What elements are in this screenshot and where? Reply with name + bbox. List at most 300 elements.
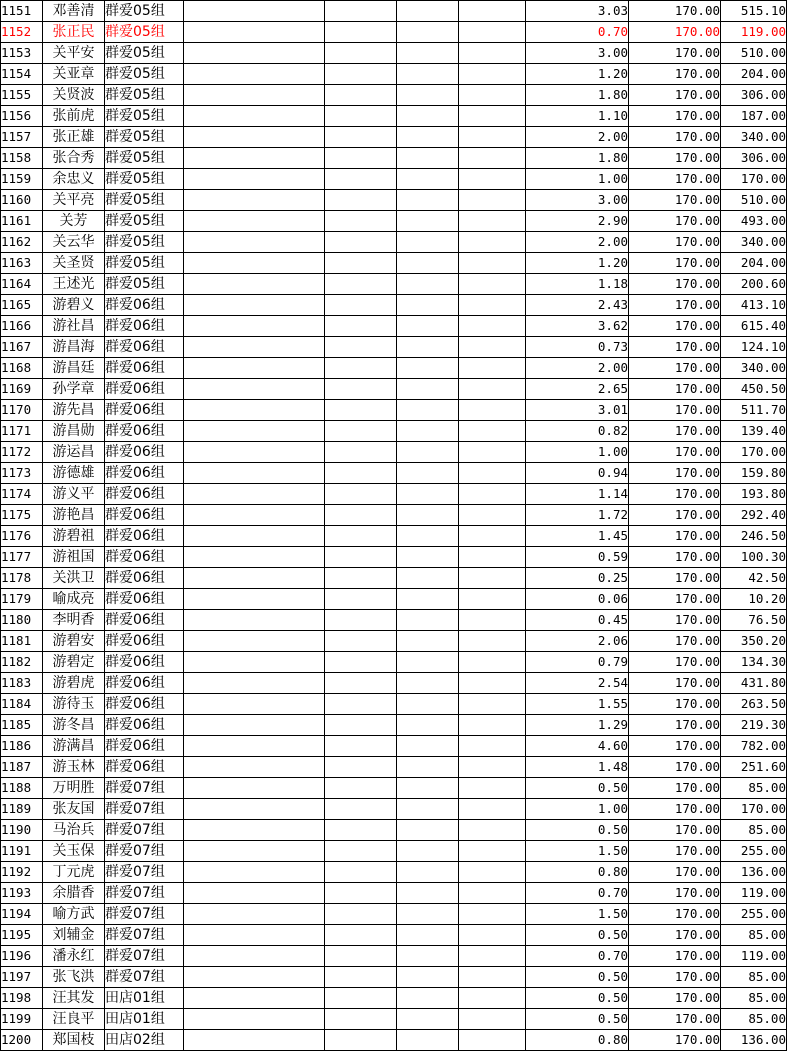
empty-cell [325,463,397,484]
table-row [1,148,787,169]
empty-cell [459,379,526,400]
price-cell: 170.00 [629,190,721,211]
empty-cell [325,568,397,589]
group-cell: 群爱06组 [105,505,184,526]
price-cell: 170.00 [629,568,721,589]
empty-cell [397,1,459,22]
table-row [1,673,787,694]
name-cell: 游运昌 [43,442,105,463]
empty-cell [459,736,526,757]
empty-cell [325,589,397,610]
empty-cell [184,358,325,379]
name-cell: 关芳 [43,211,105,232]
group-cell: 群爱06组 [105,673,184,694]
table-row [1,694,787,715]
price-cell: 170.00 [629,841,721,862]
empty-cell [184,799,325,820]
empty-cell [397,673,459,694]
group-cell: 群爱05组 [105,232,184,253]
price-cell: 170.00 [629,652,721,673]
row-id-cell: 1172 [1,442,43,463]
empty-cell [325,232,397,253]
empty-cell [459,22,526,43]
quantity-cell: 1.14 [526,484,629,505]
name-cell: 王述光 [43,274,105,295]
quantity-cell: 0.73 [526,337,629,358]
table-row [1,547,787,568]
quantity-cell: 1.80 [526,85,629,106]
empty-cell [459,883,526,904]
table-row [1,484,787,505]
quantity-cell: 1.00 [526,442,629,463]
empty-cell [325,1009,397,1030]
quantity-cell: 0.80 [526,1030,629,1051]
amount-cell: 413.10 [721,295,787,316]
empty-cell [325,841,397,862]
quantity-cell: 0.94 [526,463,629,484]
empty-cell [397,64,459,85]
quantity-cell: 2.54 [526,673,629,694]
table-row [1,505,787,526]
group-cell: 群爱05组 [105,169,184,190]
empty-cell [325,988,397,1009]
table-row [1,715,787,736]
group-cell: 田店01组 [105,988,184,1009]
empty-cell [184,631,325,652]
empty-cell [184,463,325,484]
group-cell: 群爱06组 [105,526,184,547]
amount-cell: 510.00 [721,190,787,211]
name-cell: 游社昌 [43,316,105,337]
empty-cell [184,1030,325,1051]
amount-cell: 251.60 [721,757,787,778]
empty-cell [459,211,526,232]
quantity-cell: 1.00 [526,799,629,820]
name-cell: 游艳昌 [43,505,105,526]
empty-cell [459,358,526,379]
empty-cell [459,484,526,505]
empty-cell [325,85,397,106]
empty-cell [397,316,459,337]
quantity-cell: 3.03 [526,1,629,22]
group-cell: 群爱06组 [105,547,184,568]
empty-cell [184,400,325,421]
empty-cell [397,463,459,484]
empty-cell [397,106,459,127]
empty-cell [184,127,325,148]
amount-cell: 193.80 [721,484,787,505]
empty-cell [397,211,459,232]
amount-cell: 204.00 [721,64,787,85]
group-cell: 群爱07组 [105,778,184,799]
empty-cell [397,736,459,757]
quantity-cell: 0.06 [526,589,629,610]
row-id-cell: 1168 [1,358,43,379]
empty-cell [459,988,526,1009]
empty-cell [184,148,325,169]
empty-cell [325,190,397,211]
table-row [1,85,787,106]
name-cell: 游碧义 [43,295,105,316]
name-cell: 孙学章 [43,379,105,400]
quantity-cell: 1.00 [526,169,629,190]
empty-cell [325,799,397,820]
row-id-cell: 1164 [1,274,43,295]
empty-cell [325,610,397,631]
price-cell: 170.00 [629,778,721,799]
row-id-cell: 1178 [1,568,43,589]
quantity-cell: 2.06 [526,631,629,652]
quantity-cell: 1.50 [526,904,629,925]
amount-cell: 263.50 [721,694,787,715]
empty-cell [184,211,325,232]
group-cell: 群爱05组 [105,127,184,148]
price-cell: 170.00 [629,1009,721,1030]
price-cell: 170.00 [629,43,721,64]
price-cell: 170.00 [629,715,721,736]
empty-cell [184,505,325,526]
price-cell: 170.00 [629,400,721,421]
quantity-cell: 1.20 [526,64,629,85]
quantity-cell: 0.45 [526,610,629,631]
row-id-cell: 1181 [1,631,43,652]
amount-cell: 782.00 [721,736,787,757]
group-cell: 群爱07组 [105,841,184,862]
amount-cell: 136.00 [721,1030,787,1051]
empty-cell [325,736,397,757]
quantity-cell: 1.72 [526,505,629,526]
row-id-cell: 1165 [1,295,43,316]
empty-cell [397,862,459,883]
quantity-cell: 0.70 [526,22,629,43]
empty-cell [184,673,325,694]
empty-cell [325,967,397,988]
empty-cell [184,22,325,43]
table-body [1,1,787,1051]
row-id-cell: 1153 [1,43,43,64]
empty-cell [459,904,526,925]
price-cell: 170.00 [629,799,721,820]
empty-cell [397,253,459,274]
empty-cell [325,379,397,400]
empty-cell [459,547,526,568]
empty-cell [397,589,459,610]
empty-cell [325,526,397,547]
empty-cell [325,22,397,43]
row-id-cell: 1197 [1,967,43,988]
amount-cell: 100.30 [721,547,787,568]
group-cell: 群爱05组 [105,85,184,106]
empty-cell [184,820,325,841]
group-cell: 群爱05组 [105,253,184,274]
group-cell: 群爱06组 [105,589,184,610]
name-cell: 余忠义 [43,169,105,190]
price-cell: 170.00 [629,862,721,883]
amount-cell: 350.20 [721,631,787,652]
price-cell: 170.00 [629,484,721,505]
table-row [1,862,787,883]
amount-cell: 511.70 [721,400,787,421]
price-cell: 170.00 [629,463,721,484]
table-row [1,463,787,484]
group-cell: 群爱06组 [105,736,184,757]
empty-cell [397,337,459,358]
quantity-cell: 1.10 [526,106,629,127]
amount-cell: 85.00 [721,820,787,841]
empty-cell [459,316,526,337]
empty-cell [459,1,526,22]
empty-cell [459,463,526,484]
price-cell: 170.00 [629,379,721,400]
empty-cell [325,862,397,883]
row-id-cell: 1199 [1,1009,43,1030]
empty-cell [325,946,397,967]
empty-cell [325,778,397,799]
group-cell: 群爱06组 [105,652,184,673]
empty-cell [325,652,397,673]
price-cell: 170.00 [629,946,721,967]
empty-cell [325,442,397,463]
empty-cell [184,274,325,295]
amount-cell: 515.10 [721,1,787,22]
empty-cell [397,946,459,967]
empty-cell [397,694,459,715]
amount-cell: 204.00 [721,253,787,274]
table-row [1,526,787,547]
table-row [1,820,787,841]
empty-cell [184,925,325,946]
row-id-cell: 1188 [1,778,43,799]
quantity-cell: 0.50 [526,820,629,841]
empty-cell [459,925,526,946]
group-cell: 群爱05组 [105,148,184,169]
price-cell: 170.00 [629,820,721,841]
price-cell: 170.00 [629,1030,721,1051]
group-cell: 群爱05组 [105,211,184,232]
empty-cell [397,841,459,862]
quantity-cell: 3.62 [526,316,629,337]
empty-cell [459,85,526,106]
name-cell: 游德雄 [43,463,105,484]
table-row [1,211,787,232]
amount-cell: 493.00 [721,211,787,232]
empty-cell [397,1030,459,1051]
table-row [1,22,787,43]
empty-cell [397,883,459,904]
name-cell: 游碧安 [43,631,105,652]
name-cell: 余腊香 [43,883,105,904]
quantity-cell: 2.00 [526,358,629,379]
empty-cell [325,757,397,778]
group-cell: 群爱06组 [105,316,184,337]
quantity-cell: 0.79 [526,652,629,673]
group-cell: 群爱05组 [105,22,184,43]
price-cell: 170.00 [629,967,721,988]
group-cell: 群爱06组 [105,442,184,463]
quantity-cell: 3.00 [526,43,629,64]
name-cell: 游碧定 [43,652,105,673]
empty-cell [397,568,459,589]
amount-cell: 124.10 [721,337,787,358]
group-cell: 群爱06组 [105,568,184,589]
empty-cell [459,841,526,862]
table-row [1,883,787,904]
empty-cell [184,988,325,1009]
amount-cell: 85.00 [721,988,787,1009]
empty-cell [184,778,325,799]
empty-cell [459,694,526,715]
quantity-cell: 3.00 [526,190,629,211]
empty-cell [184,106,325,127]
group-cell: 群爱05组 [105,274,184,295]
row-id-cell: 1184 [1,694,43,715]
empty-cell [459,673,526,694]
empty-cell [459,610,526,631]
group-cell: 群爱06组 [105,631,184,652]
group-cell: 群爱06组 [105,421,184,442]
row-id-cell: 1163 [1,253,43,274]
empty-cell [397,232,459,253]
quantity-cell: 0.50 [526,925,629,946]
group-cell: 群爱06组 [105,379,184,400]
table-row [1,232,787,253]
table-row [1,610,787,631]
name-cell: 李明香 [43,610,105,631]
empty-cell [184,484,325,505]
table-row [1,274,787,295]
quantity-cell: 1.45 [526,526,629,547]
empty-cell [459,442,526,463]
empty-cell [184,85,325,106]
empty-cell [325,274,397,295]
amount-cell: 42.50 [721,568,787,589]
empty-cell [459,568,526,589]
row-id-cell: 1162 [1,232,43,253]
price-cell: 170.00 [629,673,721,694]
table-row [1,568,787,589]
group-cell: 群爱05组 [105,1,184,22]
name-cell: 关平亮 [43,190,105,211]
row-id-cell: 1180 [1,610,43,631]
price-cell: 170.00 [629,1,721,22]
empty-cell [184,190,325,211]
empty-cell [459,127,526,148]
row-id-cell: 1200 [1,1030,43,1051]
row-id-cell: 1192 [1,862,43,883]
amount-cell: 306.00 [721,148,787,169]
empty-cell [325,64,397,85]
row-id-cell: 1160 [1,190,43,211]
price-cell: 170.00 [629,547,721,568]
quantity-cell: 2.90 [526,211,629,232]
name-cell: 游玉林 [43,757,105,778]
quantity-cell: 0.50 [526,1009,629,1030]
amount-cell: 76.50 [721,610,787,631]
name-cell: 游先昌 [43,400,105,421]
empty-cell [325,253,397,274]
empty-cell [184,547,325,568]
quantity-cell: 0.70 [526,883,629,904]
empty-cell [397,967,459,988]
empty-cell [459,148,526,169]
quantity-cell: 0.50 [526,778,629,799]
name-cell: 游昌海 [43,337,105,358]
group-cell: 群爱07组 [105,946,184,967]
row-id-cell: 1186 [1,736,43,757]
empty-cell [325,484,397,505]
name-cell: 游昌勋 [43,421,105,442]
price-cell: 170.00 [629,610,721,631]
row-id-cell: 1161 [1,211,43,232]
table-row [1,295,787,316]
group-cell: 群爱06组 [105,337,184,358]
table-row [1,127,787,148]
table-row [1,652,787,673]
empty-cell [184,736,325,757]
table-row [1,589,787,610]
empty-cell [397,421,459,442]
group-cell: 群爱07组 [105,820,184,841]
name-cell: 游昌廷 [43,358,105,379]
quantity-cell: 0.25 [526,568,629,589]
quantity-cell: 1.55 [526,694,629,715]
empty-cell [184,1,325,22]
price-cell: 170.00 [629,337,721,358]
empty-cell [459,1009,526,1030]
table-row [1,925,787,946]
price-cell: 170.00 [629,904,721,925]
group-cell: 田店02组 [105,1030,184,1051]
quantity-cell: 0.80 [526,862,629,883]
empty-cell [397,43,459,64]
quantity-cell: 2.00 [526,232,629,253]
empty-cell [325,211,397,232]
amount-cell: 340.00 [721,232,787,253]
row-id-cell: 1182 [1,652,43,673]
group-cell: 群爱07组 [105,967,184,988]
amount-cell: 431.80 [721,673,787,694]
empty-cell [459,400,526,421]
empty-cell [184,64,325,85]
row-id-cell: 1156 [1,106,43,127]
row-id-cell: 1171 [1,421,43,442]
empty-cell [184,715,325,736]
quantity-cell: 1.29 [526,715,629,736]
price-cell: 170.00 [629,421,721,442]
empty-cell [459,106,526,127]
row-id-cell: 1175 [1,505,43,526]
empty-cell [397,127,459,148]
amount-cell: 136.00 [721,862,787,883]
empty-cell [184,526,325,547]
empty-cell [459,64,526,85]
group-cell: 群爱05组 [105,64,184,85]
empty-cell [397,400,459,421]
group-cell: 群爱05组 [105,106,184,127]
name-cell: 关洪卫 [43,568,105,589]
name-cell: 关平安 [43,43,105,64]
name-cell: 张前虎 [43,106,105,127]
group-cell: 群爱06组 [105,400,184,421]
empty-cell [397,85,459,106]
table-row [1,442,787,463]
group-cell: 群爱06组 [105,295,184,316]
empty-cell [397,799,459,820]
amount-cell: 340.00 [721,127,787,148]
table-row [1,1009,787,1030]
row-id-cell: 1193 [1,883,43,904]
empty-cell [184,169,325,190]
